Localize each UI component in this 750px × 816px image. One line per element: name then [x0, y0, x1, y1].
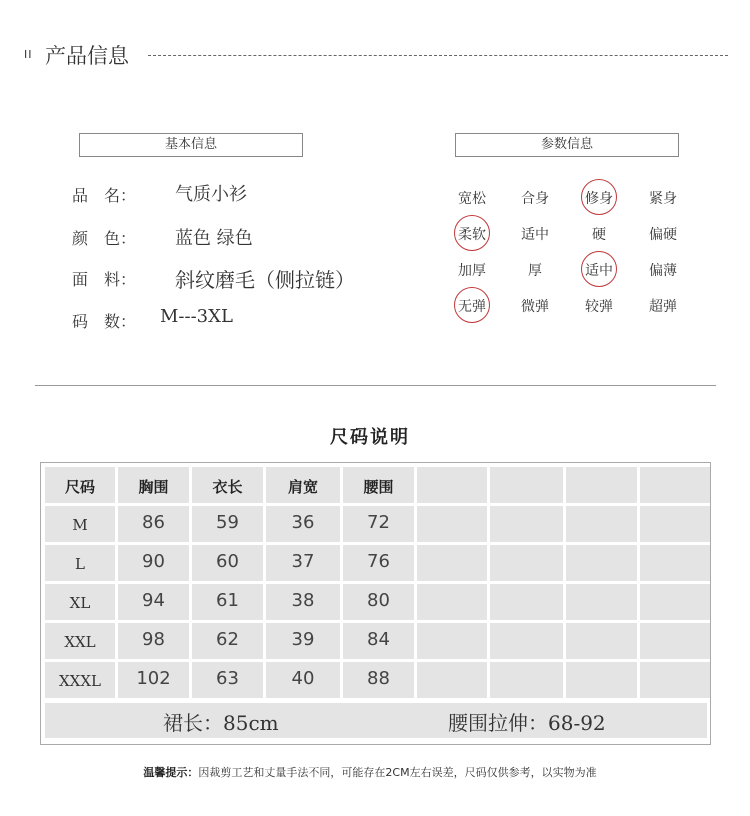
- table-cell: [118, 662, 189, 698]
- table-footer-row: [45, 703, 707, 738]
- size-chart-table: [40, 462, 711, 745]
- table-cell: [417, 545, 487, 581]
- param-option: 适中: [521, 227, 549, 243]
- basic-value-color: 蓝色 绿色: [175, 228, 253, 249]
- table-cell: [266, 584, 340, 620]
- param-option: 偏硬: [649, 227, 677, 243]
- table-cell: [266, 623, 340, 659]
- size-chart-title: 尺码说明: [330, 427, 410, 448]
- table-cell: [192, 506, 263, 542]
- param-option: 偏薄: [649, 263, 677, 279]
- table-cell: [566, 662, 637, 698]
- header-label: 胸围: [138, 478, 169, 496]
- table-cell: [45, 545, 115, 581]
- param-option: 紧身: [649, 191, 677, 207]
- table-cell: [640, 584, 710, 620]
- param-option: 微弹: [521, 299, 549, 315]
- measurement-value: 38: [291, 590, 315, 611]
- table-cell: [490, 545, 563, 581]
- size-label: XXL: [64, 633, 96, 651]
- tip-note: [0, 764, 740, 780]
- measurement-value: 88: [367, 668, 390, 689]
- table-cell: [192, 662, 263, 698]
- measurement-value: 60: [216, 551, 239, 572]
- measurement-value: 98: [142, 629, 165, 650]
- table-cell: [343, 662, 414, 698]
- table-cell: [490, 506, 563, 542]
- measurement-value: 102: [136, 668, 171, 689]
- table-cell: [266, 506, 340, 542]
- table-cell: [566, 623, 637, 659]
- measurement-value: 37: [291, 551, 315, 572]
- table-header-cell: [266, 467, 340, 503]
- basic-value-sizes: M---3XL: [160, 306, 233, 327]
- table-cell: [566, 506, 637, 542]
- measurement-value: 94: [142, 590, 165, 611]
- table-cell: [490, 623, 563, 659]
- basic-label-sizes: 码 数：: [72, 312, 137, 331]
- table-header-cell: [343, 467, 414, 503]
- skirt-length: 裙长：85cm: [163, 711, 279, 735]
- size-label: M: [72, 516, 88, 534]
- param-option: 超弹: [649, 299, 677, 315]
- table-cell: [343, 545, 414, 581]
- measurement-value: 80: [367, 590, 390, 611]
- table-header-cell: [417, 467, 487, 503]
- tip-label: 温馨提示：: [143, 766, 199, 779]
- header-bars: II: [24, 48, 33, 61]
- table-cell: [490, 584, 563, 620]
- measurement-value: 59: [216, 512, 239, 533]
- size-label: XXXL: [59, 672, 101, 690]
- table-cell: [118, 623, 189, 659]
- measurement-value: 36: [291, 512, 315, 533]
- table-cell: [192, 545, 263, 581]
- basic-label-fabric: 面 料：: [72, 270, 137, 289]
- param-option: 合身: [521, 191, 549, 207]
- table-cell: [640, 545, 710, 581]
- header-label: 肩宽: [287, 478, 318, 496]
- header-label: 衣长: [212, 478, 243, 496]
- param-option: 无弹: [458, 299, 486, 315]
- param-option: 厚: [528, 263, 542, 279]
- measurement-value: 72: [367, 512, 390, 533]
- measurement-value: 62: [216, 629, 239, 650]
- measurement-value: 76: [367, 551, 390, 572]
- table-cell: [45, 623, 115, 659]
- table-cell: [640, 623, 710, 659]
- measurement-value: 86: [142, 512, 165, 533]
- param-selected-circle: [581, 179, 617, 215]
- table-cell: [490, 662, 563, 698]
- param-option: 柔软: [458, 227, 486, 243]
- table-cell: [417, 623, 487, 659]
- param-option: 较弹: [585, 299, 613, 315]
- param-option: 硬: [592, 227, 606, 243]
- table-cell: [192, 623, 263, 659]
- waist-stretch: 腰围拉伸：68-92: [448, 711, 606, 735]
- measurement-value: 63: [216, 668, 239, 689]
- header-label: 腰围: [363, 478, 394, 496]
- measurement-value: 61: [216, 590, 239, 611]
- measurement-value: 39: [291, 629, 315, 650]
- table-cell: [118, 545, 189, 581]
- table-header-cell: [192, 467, 263, 503]
- page-title: 产品信息: [45, 44, 129, 68]
- table-header-cell: [566, 467, 637, 503]
- table-cell: [417, 584, 487, 620]
- size-label: L: [75, 555, 85, 573]
- measurement-value: 84: [367, 629, 390, 650]
- section-divider: [35, 385, 716, 386]
- table-cell: [640, 506, 710, 542]
- param-selected-circle: [454, 215, 490, 251]
- table-cell: [343, 623, 414, 659]
- table-header-cell: [640, 467, 710, 503]
- basic-label-name: 品 名：: [72, 186, 137, 205]
- table-cell: [343, 584, 414, 620]
- header-label: 尺码: [64, 478, 95, 496]
- param-selected-circle: [581, 251, 617, 287]
- size-label: XL: [69, 594, 91, 612]
- basic-value-fabric: 斜纹磨毛（侧拉链）: [175, 268, 355, 292]
- param-option: 加厚: [458, 263, 486, 279]
- table-cell: [266, 662, 340, 698]
- param-option: 适中: [585, 263, 613, 279]
- table-cell: [45, 662, 115, 698]
- table-cell: [417, 662, 487, 698]
- basic-label-color: 颜 色：: [72, 229, 137, 248]
- param-selected-circle: [454, 287, 490, 323]
- table-cell: [640, 662, 710, 698]
- param-option: 宽松: [458, 191, 486, 207]
- tip-text: 因裁剪工艺和丈量手法不同，可能存在2CM左右误差，尺码仅供参考，以实物为准: [198, 766, 597, 779]
- table-cell: [566, 545, 637, 581]
- param-option: 修身: [585, 191, 613, 207]
- table-header-cell: [45, 467, 115, 503]
- table-cell: [566, 584, 637, 620]
- table-cell: [45, 506, 115, 542]
- table-cell: [343, 506, 414, 542]
- table-header-cell: [118, 467, 189, 503]
- table-header-cell: [490, 467, 563, 503]
- table-cell: [192, 584, 263, 620]
- measurement-value: 90: [142, 551, 165, 572]
- table-cell: [417, 506, 487, 542]
- measurement-value: 40: [291, 668, 315, 689]
- header-dashed-line: [148, 55, 728, 56]
- params-info-box: 参数信息: [455, 133, 679, 157]
- table-cell: [45, 584, 115, 620]
- table-cell: [118, 506, 189, 542]
- table-cell: [118, 584, 189, 620]
- basic-value-name: 气质小衫: [175, 184, 247, 205]
- basic-info-box: 基本信息: [79, 133, 303, 157]
- table-cell: [266, 545, 340, 581]
